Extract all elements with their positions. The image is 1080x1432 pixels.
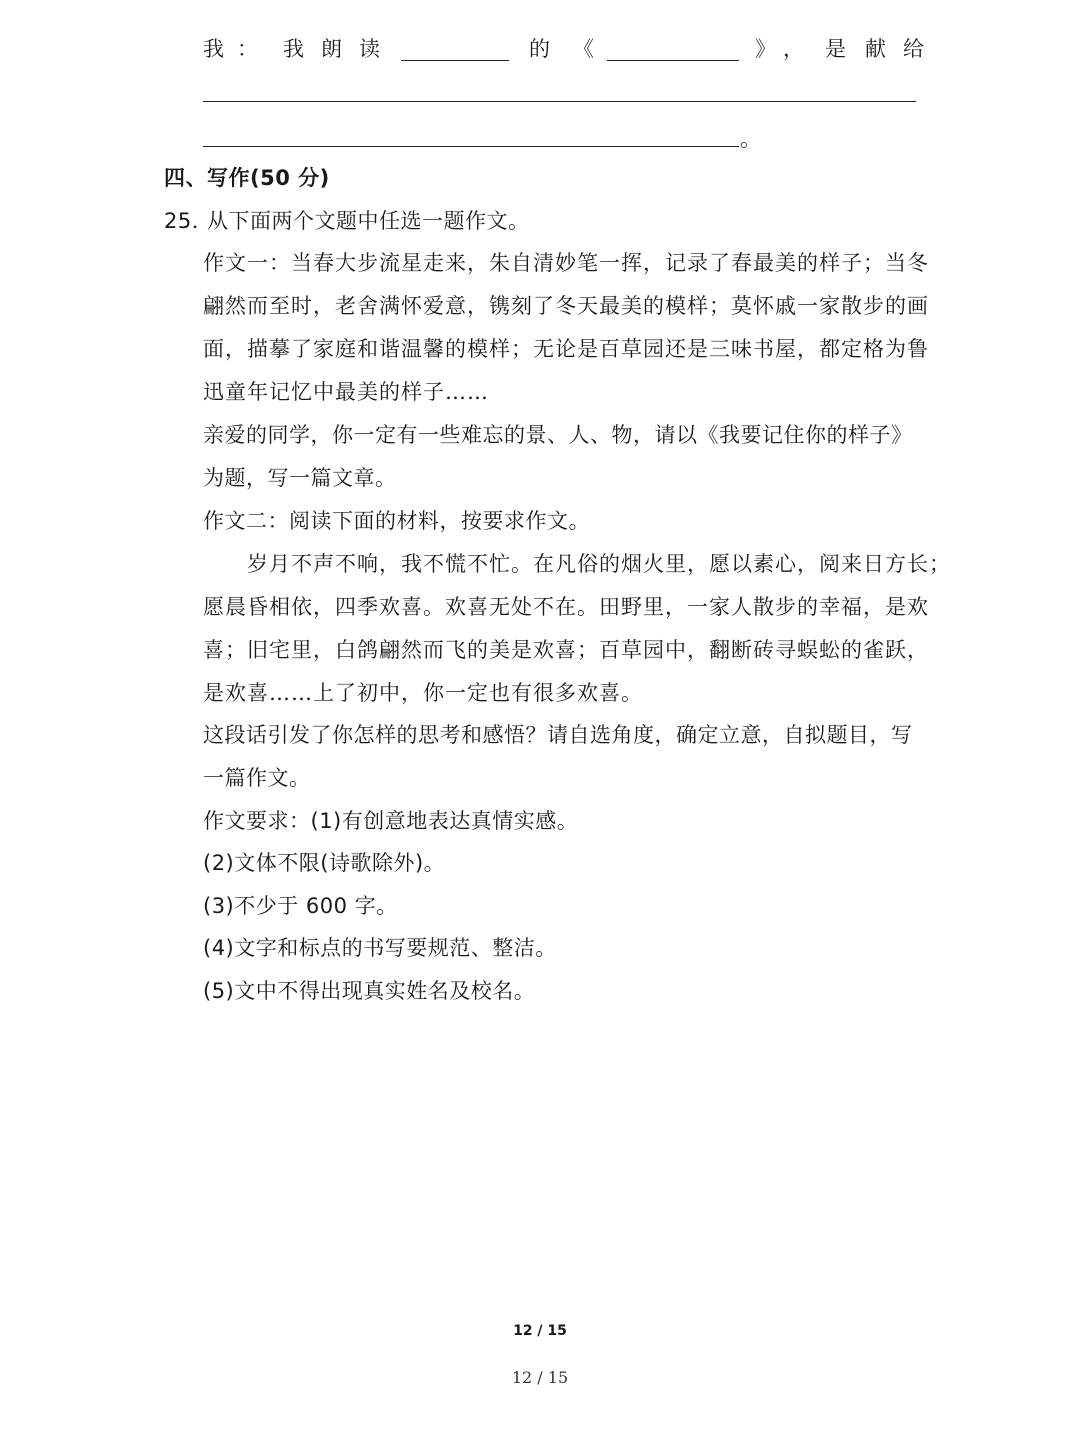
blank-author: [401, 60, 509, 61]
blank-title: [607, 60, 739, 61]
answer-text: ，: [783, 37, 805, 61]
topic2-prompt: 一篇作文。: [203, 766, 311, 790]
section-heading: 四、写作(50 分): [164, 166, 330, 190]
answer-text: 献: [865, 37, 887, 61]
answer-text: 我: [203, 37, 225, 61]
answer-row: [203, 34, 923, 66]
topic2-prompt: 这段话引发了你怎样的思考和感悟？请自选角度，确定立意，自拟题目，写: [203, 723, 913, 747]
answer-period: 。: [740, 127, 762, 151]
answer-text: 《: [573, 37, 595, 61]
answer-text: ：: [237, 37, 259, 61]
answer-text: 读: [359, 37, 381, 61]
requirement-item: (5)文中不得出现真实姓名及校名。: [203, 979, 536, 1003]
answer-text: 我: [283, 37, 305, 61]
requirement-item: (4)文字和标点的书写要规范、整洁。: [203, 936, 557, 960]
requirement-item: 作文要求：(1)有创意地表达真情实感。: [203, 809, 579, 833]
answer-text: 朗: [321, 37, 343, 61]
topic1-prompt: 为题，写一篇文章。: [203, 466, 397, 490]
requirement-item: (2)文体不限(诗歌除外)。: [203, 851, 446, 875]
answer-text: 》: [755, 37, 777, 61]
topic1-line: 作文一：当春大步流星走来，朱自清妙笔一挥，记录了春最美的样子；当冬: [203, 251, 929, 275]
topic2-intro: 作文二：阅读下面的材料，按要求作文。: [203, 509, 590, 533]
answer-rule-1: [203, 101, 916, 102]
topic2-material: 喜；旧宅里，白鸽翩然而飞的美是欢喜；百草园中，翻断砖寻蜈蚣的雀跃，: [203, 638, 929, 662]
answer-text: 的: [529, 37, 551, 61]
page-number-bold: 12 / 15: [513, 1323, 567, 1339]
topic2-material: 岁月不声不响，我不慌不忙。在凡俗的烟火里，愿以素心，阅来日方长；: [247, 552, 951, 576]
topic1-line: 迅童年记忆中最美的样子……: [203, 380, 489, 404]
topic1-line: 面，描摹了家庭和谐温馨的模样；无论是百草园还是三味书屋，都定格为鲁: [203, 337, 929, 361]
topic1-line: 翩然而至时，老舍满怀爱意，镌刻了冬天最美的模样；莫怀戚一家散步的画: [203, 294, 929, 318]
question-number: 25．: [164, 209, 214, 233]
answer-text: 是: [825, 37, 847, 61]
answer-text: 给: [903, 37, 925, 61]
topic2-material: 是欢喜……上了初中，你一定也有很多欢喜。: [203, 681, 643, 705]
topic2-material: 愿晨昏相依，四季欢喜。欢喜无处不在。田野里，一家人散步的幸福，是欢: [203, 595, 929, 619]
requirement-item: (3)不少于 600 字。: [203, 894, 398, 918]
question-text: 从下面两个文题中任选一题作文。: [207, 209, 530, 233]
answer-rule-2: [203, 146, 739, 147]
topic1-prompt: 亲爱的同学，你一定有一些难忘的景、人、物，请以《我要记住你的样子》: [203, 423, 913, 447]
page-number: 12 / 15: [511, 1368, 569, 1387]
